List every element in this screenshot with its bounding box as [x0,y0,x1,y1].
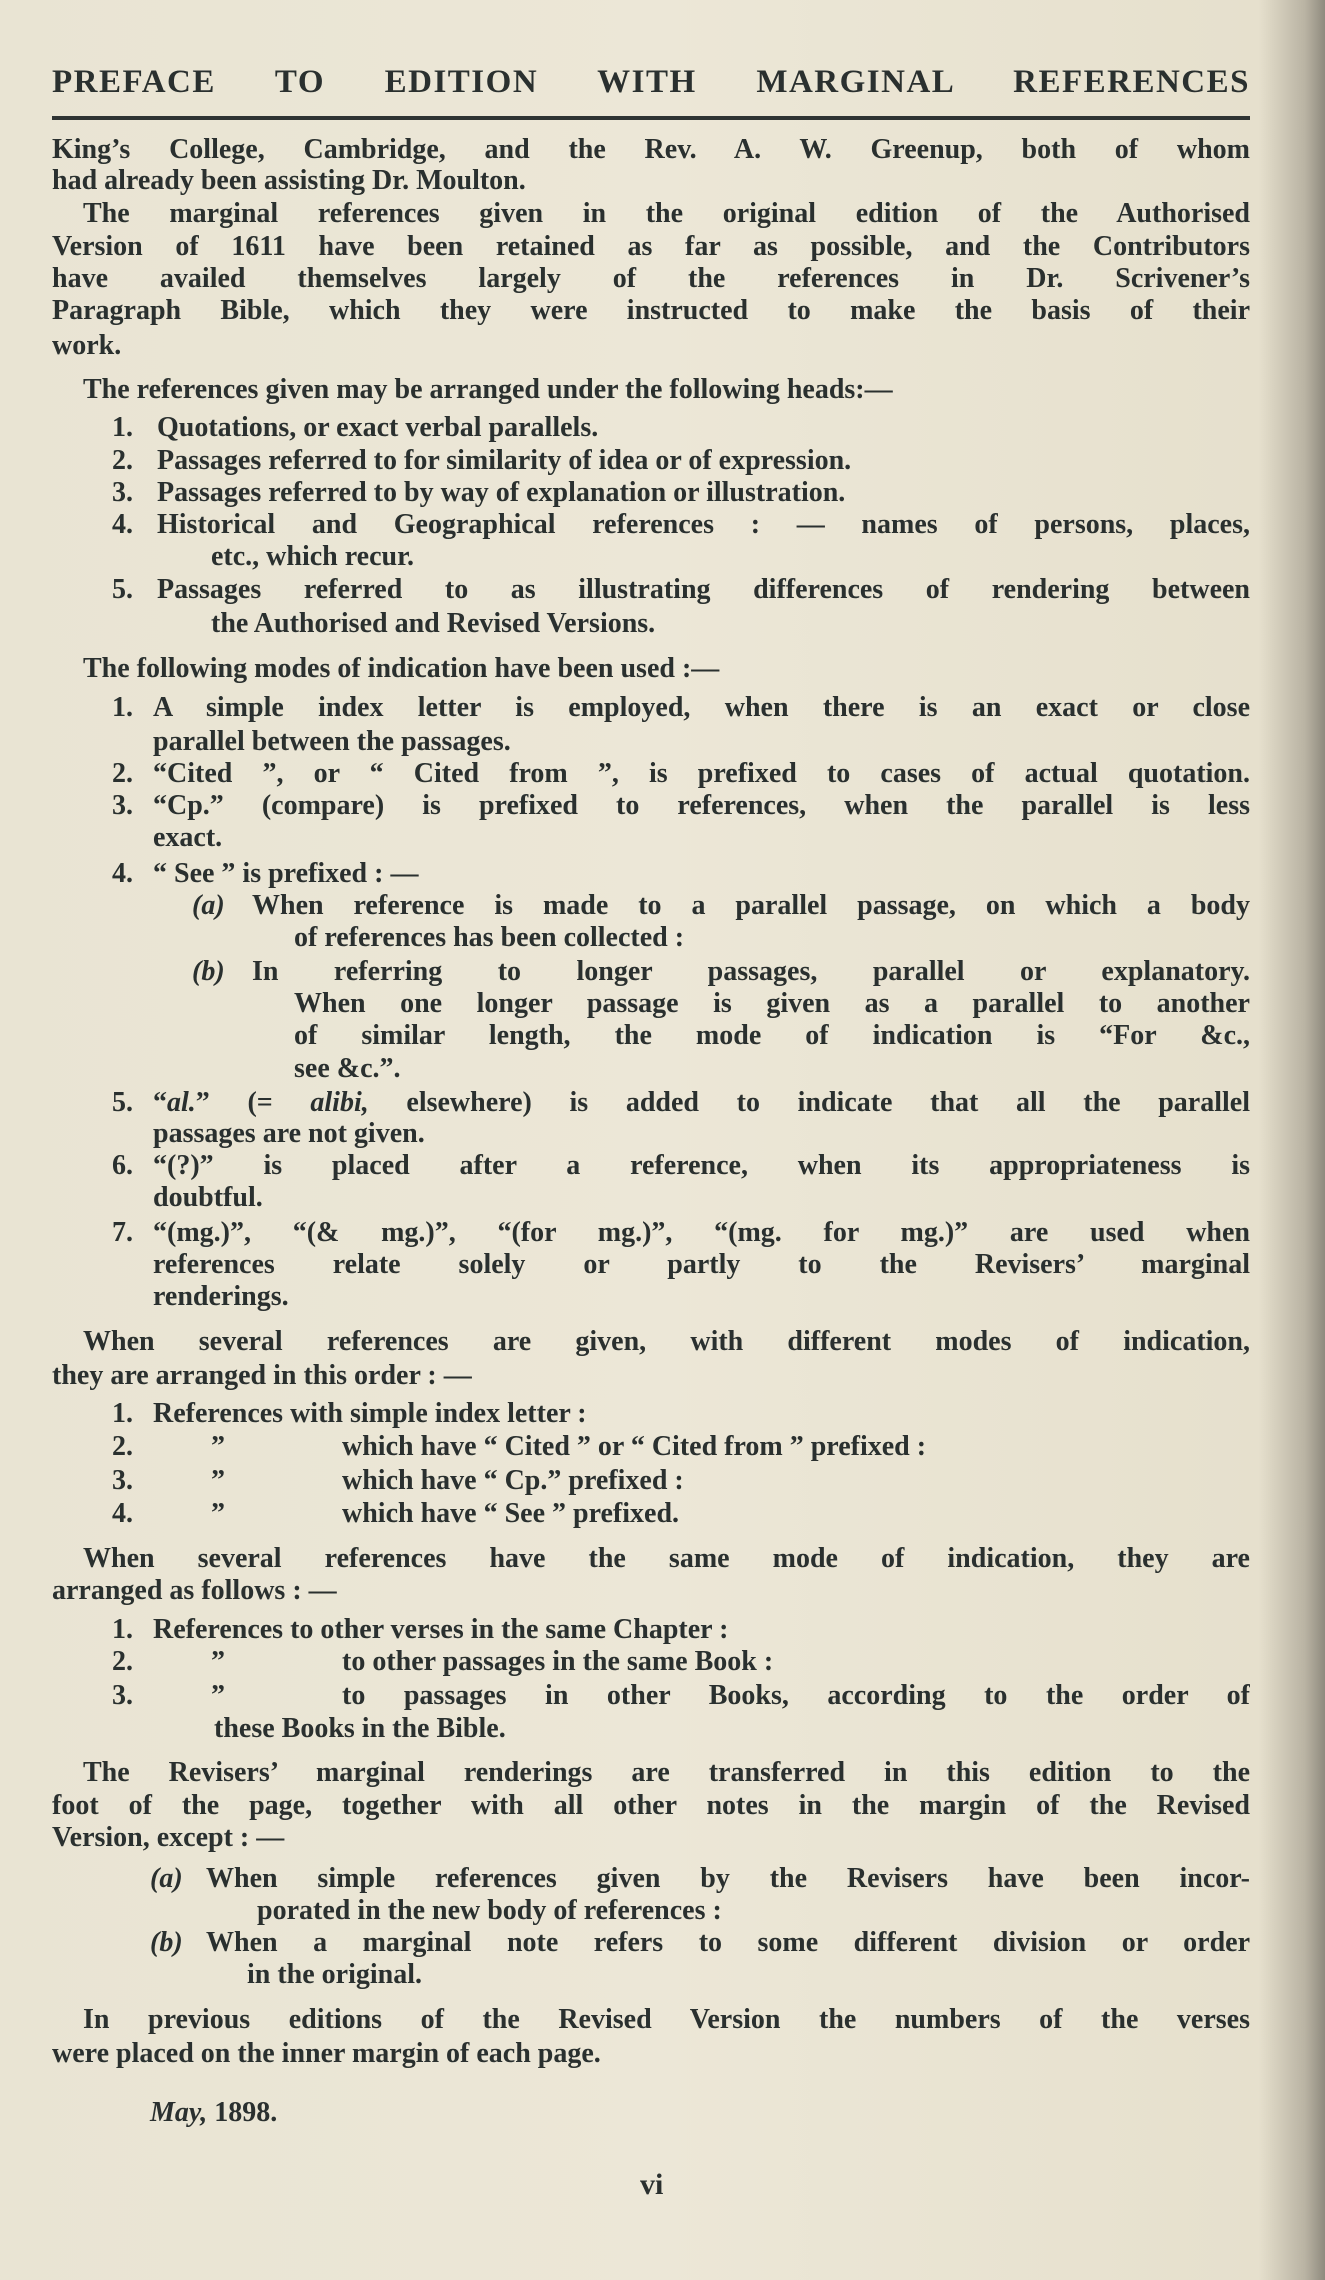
list-item-cont: etc., which recur. [211,541,414,572]
sub-item-cont: see &c.”. [294,1053,401,1084]
list-item: A simple index letter is employed, when there is an exact or close [153,692,1250,723]
section-intro: The following modes of indication have been used :— [83,653,720,684]
list-item: which have “ Cited ” or “ Cited from ” prefixed : [342,1431,927,1462]
list-item-cont: exact. [153,822,223,853]
text-line: foot of the page, together with all other notes in the margin of the Revised [52,1790,1250,1821]
text-line: arranged as follows : — [52,1575,337,1606]
list-item-cont: the Authorised and Revised Versions. [211,608,656,639]
sub-item: When reference is made to a parallel passage, on which a body [252,890,1250,921]
date-month: May, [150,2097,208,2128]
item-number: 7. [112,1217,133,1248]
ditto-mark: ” [211,1431,225,1462]
ditto-mark: ” [211,1680,225,1711]
item-number: 6. [112,1150,133,1181]
text-line: Version of 1611 have been retained as far as possible, and the Contributors [52,231,1250,262]
list-item: References to other verses in the same Chapter : [153,1614,729,1645]
date-year: 1898. [214,2097,278,2128]
list-item [153,1086,1250,1120]
sub-item: In referring to longer passages, parallel or explanatory. [252,956,1250,987]
sub-label: (a) [150,1863,183,1894]
item-number: 3. [112,790,133,821]
list-item: “Cp.” (compare) is prefixed to references, when the parallel is less [153,790,1250,821]
text-seg: alibi, [310,1087,369,1118]
item-number: 4. [112,1498,133,1529]
text-line: When several references have the same mode of indication, they are [83,1543,1250,1574]
ditto-mark: ” [211,1498,225,1529]
item-number: 1. [112,1614,133,1645]
text-seg: elsewhere) is added to indicate that all the parallel [368,1087,1250,1118]
text-line: they are arranged in this order : — [52,1360,472,1391]
list-item: Passages referred to as illustrating differences of rendering between [157,574,1250,605]
item-number: 4. [112,509,133,540]
text-line: have availed themselves largely of the references in Dr. Scrivener’s [52,263,1250,294]
item-number: 2. [112,445,133,476]
list-item: Passages referred to for similarity of idea or of expression. [157,445,852,476]
item-number: 3. [112,1680,133,1711]
list-item-cont: renderings. [153,1281,289,1312]
list-item: which have “ Cp.” prefixed : [342,1465,684,1496]
list-item-cont: doubtful. [153,1182,263,1213]
text-line: Version, except : — [52,1822,285,1853]
list-item-cont: references relate solely or partly to the Revisers’ marginal [153,1249,1250,1280]
ditto-mark: ” [211,1465,225,1496]
sub-item-cont: of similar length, the mode of indication is “For &c., [294,1020,1250,1051]
text-seg: “ [153,1087,167,1118]
section-intro: The references given may be arranged under the following heads:— [83,374,893,405]
text-line: work. [52,330,122,361]
item-number: 2. [112,758,133,789]
text-line: King’s College, Cambridge, and the Rev. A. W. Greenup, both of whom [52,134,1250,165]
text-line: In previous editions of the Revised Version the numbers of the verses [83,2004,1250,2035]
list-item-cont: these Books in the Bible. [214,1713,506,1744]
item-number: 4. [112,858,133,889]
sub-item-cont: porated in the new body of references : [257,1895,722,1926]
list-item: to other passages in the same Book : [342,1646,774,1677]
page-number: vi [640,2168,664,2201]
list-item: References with simple index letter : [153,1398,587,1429]
list-item: “ See ” is prefixed : — [153,858,419,889]
item-number: 3. [112,477,133,508]
list-item: Quotations, or exact verbal parallels. [157,412,599,443]
item-number: 1. [112,1398,133,1429]
sub-label: (b) [150,1927,183,1958]
sub-item: When a marginal note refers to some different division or order [206,1927,1250,1958]
sub-item-cont: of references has been collected : [294,922,685,953]
list-item: which have “ See ” prefixed. [342,1498,680,1529]
date [150,2096,277,2130]
item-number: 1. [112,692,133,723]
page-title: PREFACE TO EDITION WITH MARGINAL REFERENCES [52,64,1250,100]
item-number: 2. [112,1646,133,1677]
item-number: 5. [112,574,133,605]
text-line: The marginal references given in the original edition of the Authorised [83,198,1250,229]
text-seg: al. [167,1087,196,1118]
sub-item-cont: in the original. [247,1959,423,1990]
item-number: 5. [112,1087,133,1118]
sub-item: When simple references given by the Revisers have been incor- [206,1863,1250,1894]
text-line: The Revisers’ marginal renderings are transferred in this edition to the [83,1757,1250,1788]
sub-item-cont: When one longer passage is given as a parallel to another [294,988,1250,1019]
list-item-cont: passages are not given. [153,1118,425,1149]
list-item: “Cited ”, or “ Cited from ”, is prefixed to cases of actual quotation. [153,758,1250,789]
item-number: 2. [112,1431,133,1462]
item-number: 1. [112,412,133,443]
text-seg: ” (= [195,1087,311,1118]
list-item: Passages referred to by way of explanation or illustration. [157,477,846,508]
text-line: Paragraph Bible, which they were instructed to make the basis of their [52,295,1250,326]
list-item-cont: parallel between the passages. [153,726,511,757]
sub-label: (a) [192,890,225,921]
text-line: had already been assisting Dr. Moulton. [52,165,526,196]
text-line: When several references are given, with different modes of indication, [83,1326,1250,1357]
list-item: “(?)” is placed after a reference, when its appropriateness is [153,1150,1250,1181]
ditto-mark: ” [211,1646,225,1677]
list-item: Historical and Geographical references : — names of persons, places, [157,509,1250,540]
text-line: were placed on the inner margin of each page. [52,2038,601,2069]
list-item: “(mg.)”, “(& mg.)”, “(for mg.)”, “(mg. for mg.)” are used when [153,1217,1250,1248]
item-number: 3. [112,1465,133,1496]
title-rule [52,116,1250,120]
sub-label: (b) [192,956,225,987]
list-item: to passages in other Books, according to the order of [342,1680,1250,1711]
